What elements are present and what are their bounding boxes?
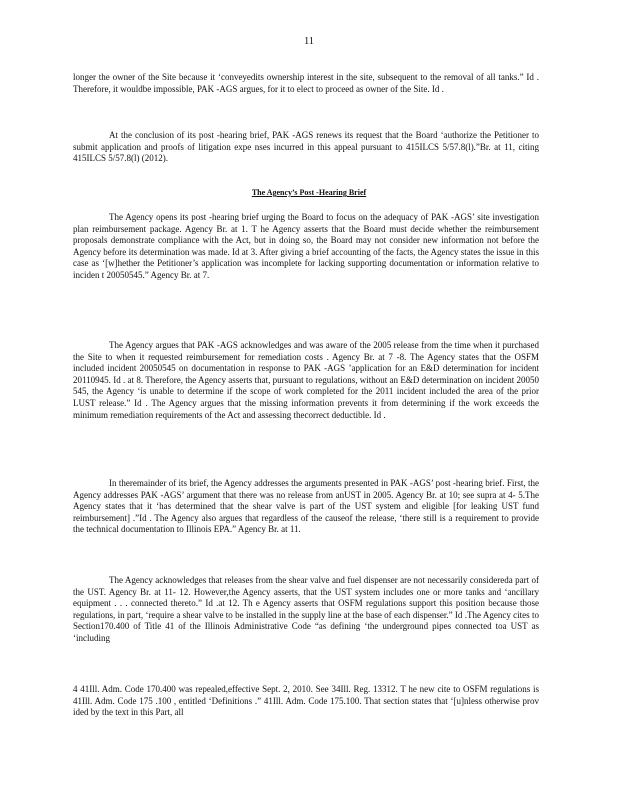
footnote: 4 41Ill. Adm. Code 170.400 was repealed,effective Sept. 2, 2010. See 34Ill. Reg. 13312. T he new cite to OSFM regulations is 41Ill. Adm. Code 175 .100 , entitled ‘Definitions .” 41Ill. Adm. Code 175.100. That section states that ‘[u]nless otherwise prov ided by the text in this Part, all bbox=[73, 684, 539, 718]
paragraph-acknowledges: The Agency acknowledges that releases from the shear valve and fuel dispenser are not necessarily considereda part of the UST. Agency Br. at 11- 12. However,the Agency asserts, that the UST system includes one or more tanks and ‘ancillary equipment . . . connected thereto.” Id .at 12. Th e Agency asserts that OSFM regulations support this position because those regulations, in part, ‘require a shear valve to be installed in the supply line at the base of each dispenser.” Id .The Agency cites to Section170.400 of Title 41 of the Illinois Administrative Code “as defining ‘the underground pipes connected toa UST as ‘including bbox=[73, 575, 539, 643]
section-heading-text: The Agency’s Post -Hearing Brief bbox=[251, 188, 367, 197]
section-heading bbox=[0, 188, 618, 197]
paragraph-agency-argues: The Agency argues that PAK -AGS acknowledges and was aware of the 2005 release from the time when it purchased the Site to when it requested reimbursement for remediation costs . Agency Br. at 7 -8. The Agency states that the OSFM included incident 20050545 on documentation in response to PAK -AGS ’application for an E&D determination for incident 20110945. Id . at 8. Therefore, the Agency asserts that, pursuant to regulations, without an E&D determination on incident 20050 545, the Agency ‘is unable to determine if the scope of work completed for the 2011 incident included the area of the prior LUST release.” Id . The Agency argues that the missing information prevents it from determining if the work exceeds the minimum remediation requirements of the Act and assessing thecorrect deductible. Id . bbox=[73, 340, 539, 420]
paragraph-remainder: In theremainder of its brief, the Agency addresses the arguments presented in PAK -AGS’ post -hearing brief. First, the Agency addresses PAK -AGS’ argument that there was no release from anUST in 2005. Agency Br. at 10; see supra at 4- 5.The Agency states that it ‘has determined that the shear valve is part of the UST system and eligible [for leaking UST fund reimbursement] .”Id . The Agency also argues that regardless of the causeof the release, ‘there still is a requirement to provide the technical documentation to Illinois EPA.” Agency Br. at 11. bbox=[73, 478, 539, 535]
paragraph-agency-opens: The Agency opens its post -hearing brief urging the Board to focus on the adequacy of PAK -AGS’ site investigation plan reimbursement package. Agency Br. at 1. T he Agency asserts that the Board must decide whether the reimbursement proposals demonstrate compliance with the Act, but in doing so, the Board may not consider new information not before the Agency before its determination was made. Id at 3. After giving a brief accounting of the facts, the Agency states the issue in this case as ‘[w]hether the Petitioner’s application was incomplete for lacking supporting documentation or information relative to inciden t 20050545.” Agency Br. at 7. bbox=[73, 212, 539, 280]
paragraph-continuation: longer the owner of the Site because it ‘conveyedits ownership interest in the site, subsequent to the removal of all tanks.” Id . Therefore, it wouldbe impossible, PAK -AGS argues, for it to elect to proceed as owner of the Site. Id . bbox=[73, 72, 539, 94]
page-number: 11 bbox=[303, 36, 315, 47]
paragraph-litigation-request: At the conclusion of its post -hearing brief, PAK -AGS renews its request that the Board ‘authorize the Petitioner to submit application and proofs of litigation expe nses incurred in this appeal pursuant to 415ILCS 5/57.8(l).”Br. at 11, citing 415ILCS 5/57.8(l) (2012). bbox=[73, 130, 539, 164]
